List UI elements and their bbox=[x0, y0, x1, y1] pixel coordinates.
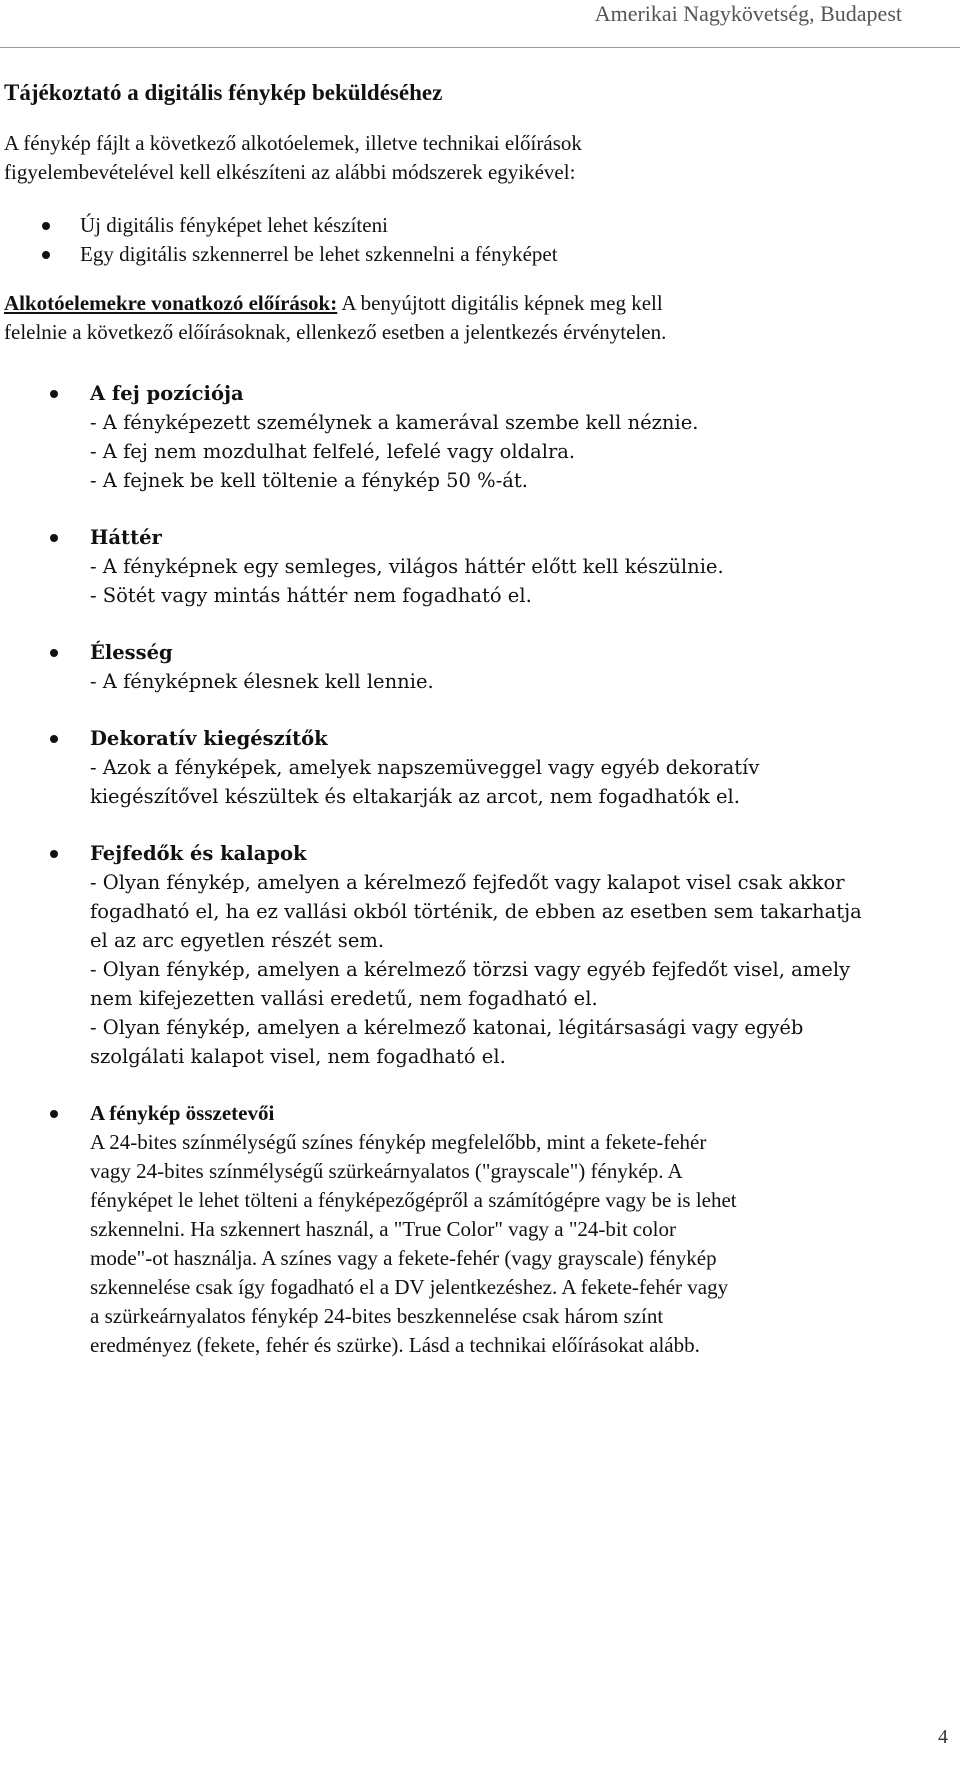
section-title: Dekoratív kiegészítők bbox=[90, 727, 328, 750]
section-title: A fénykép összetevői bbox=[90, 1101, 275, 1125]
section-line: el az arc egyetlen részét sem. bbox=[90, 929, 385, 952]
section-line: - Sötét vagy mintás háttér nem fogadható el. bbox=[90, 584, 532, 607]
bullet-icon bbox=[50, 649, 58, 657]
section-line: fényképet le lehet tölteni a fényképezőgépről a számítógépre vagy be is lehet bbox=[90, 1188, 737, 1212]
section-title: A fej pozíciója bbox=[90, 382, 244, 405]
section-title: Élesség bbox=[90, 641, 173, 664]
section-line: kiegészítővel készültek és eltakarják az arcot, nem fogadhatók el. bbox=[90, 785, 740, 808]
page-header: Amerikai Nagykövetség, Budapest bbox=[594, 1, 902, 26]
section-line: - A fényképezett személynek a kamerával szembe kell néznie. bbox=[90, 411, 699, 434]
requirements-paragraph bbox=[4, 289, 954, 347]
section-line: fogadható el, ha ez vallási okból történik, de ebben az esetben sem takarhatja bbox=[90, 900, 862, 923]
section-line: eredményez (fekete, fehér és szürke). Lásd a technikai előírásokat alább. bbox=[90, 1333, 700, 1357]
bullet-icon bbox=[50, 390, 58, 398]
section-title: Fejfedők és kalapok bbox=[90, 842, 307, 865]
section-title: Háttér bbox=[90, 526, 162, 549]
intro-paragraph bbox=[4, 129, 954, 187]
intro-line: figyelembevételével kell elkészíteni az alábbi módszerek egyikével: bbox=[4, 160, 576, 184]
section-decorative-accessories bbox=[4, 724, 954, 811]
section-line: nem kifejezetten vallási eredetű, nem fogadható el. bbox=[90, 987, 598, 1010]
bullet-icon bbox=[50, 534, 58, 542]
section-line: - A fényképnek egy semleges, világos háttér előtt kell készülnie. bbox=[90, 555, 724, 578]
section-line: vagy 24-bites színmélységű szürkeárnyalatos ("grayscale") fénykép. A bbox=[90, 1159, 683, 1183]
section-background bbox=[4, 523, 954, 610]
list-item bbox=[4, 211, 954, 240]
requirements-sections bbox=[4, 379, 954, 1360]
section-headwear bbox=[4, 839, 954, 1071]
section-line: - A fényképnek élesnek kell lennie. bbox=[90, 670, 434, 693]
section-line: szkennelni. Ha szkennert használ, a "True Color" vagy a "24-bit color bbox=[90, 1217, 676, 1241]
section-line: mode"-ot használja. A színes vagy a fekete-fehér (vagy grayscale) fénykép bbox=[90, 1246, 717, 1270]
requirements-text: A benyújtott digitális képnek meg kell bbox=[337, 291, 663, 315]
bullet-icon bbox=[42, 222, 50, 230]
section-line: - Azok a fényképek, amelyek napszemüveggel vagy egyéb dekoratív bbox=[90, 756, 760, 779]
document-title: Tájékoztató a digitális fénykép beküldéséhez bbox=[4, 80, 443, 105]
section-line: szolgálati kalapot visel, nem fogadható el. bbox=[90, 1045, 506, 1068]
bullet-icon bbox=[50, 850, 58, 858]
page-number: 4 bbox=[938, 1726, 948, 1748]
requirements-heading: Alkotóelemekre vonatkozó előírások: bbox=[4, 291, 338, 315]
bullet-icon bbox=[50, 735, 58, 743]
section-line: szkennelése csak így fogadható el a DV jelentkezéshez. A fekete-fehér vagy bbox=[90, 1275, 729, 1299]
section-line: - Olyan fénykép, amelyen a kérelmező fejfedőt vagy kalapot visel csak akkor bbox=[90, 871, 845, 894]
header-divider bbox=[0, 47, 960, 48]
section-sharpness bbox=[4, 638, 954, 696]
list-item-text: Új digitális fényképet lehet készíteni bbox=[80, 213, 388, 237]
list-item-text: Egy digitális szkennerrel be lehet szkennelni a fényképet bbox=[80, 242, 558, 266]
section-line: - A fejnek be kell töltenie a fénykép 50 %-át. bbox=[90, 469, 528, 492]
section-head-position bbox=[4, 379, 954, 495]
intro-line: A fénykép fájlt a következő alkotóelemek, illetve technikai előírások bbox=[4, 131, 582, 155]
document-body bbox=[4, 78, 954, 1388]
section-line: - Olyan fénykép, amelyen a kérelmező törzsi vagy egyéb fejfedőt visel, amely bbox=[90, 958, 851, 981]
section-line: - Olyan fénykép, amelyen a kérelmező katonai, légitársasági vagy egyéb bbox=[90, 1016, 804, 1039]
methods-list bbox=[4, 211, 954, 269]
section-line: A 24-bites színmélységű színes fénykép megfelelőbb, mint a fekete-fehér bbox=[90, 1130, 707, 1154]
requirements-text: felelnie a következő előírásoknak, ellenkező esetben a jelentkezés érvénytelen. bbox=[4, 320, 667, 344]
list-item bbox=[4, 240, 954, 269]
bullet-icon bbox=[42, 251, 50, 259]
section-photo-components bbox=[4, 1099, 954, 1360]
section-line: a szürkeárnyalatos fénykép 24-bites beszkennelése csak három színt bbox=[90, 1304, 664, 1328]
bullet-icon bbox=[50, 1110, 58, 1118]
section-line: - A fej nem mozdulhat felfelé, lefelé vagy oldalra. bbox=[90, 440, 576, 463]
